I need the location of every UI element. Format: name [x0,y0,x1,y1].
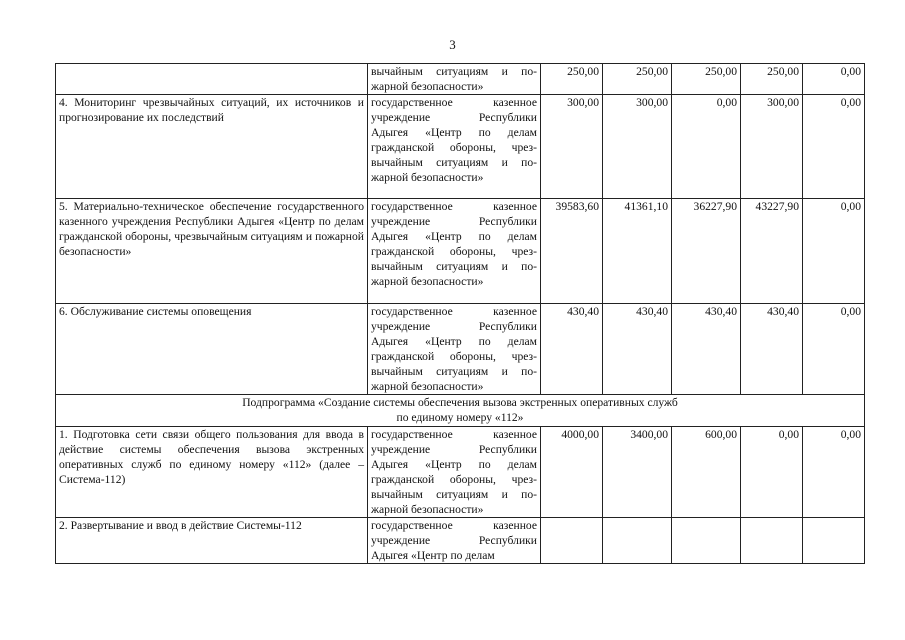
organization-line: учреждение Республики [371,215,537,228]
funding-value-1: 4000,00 [541,427,603,518]
organization-line: государственное казенное [371,519,537,532]
funding-value-2: 430,40 [603,304,672,395]
funding-value-2: 300,00 [603,95,672,199]
organization-line: государственное казенное [371,96,537,109]
subprogram-heading-line: по единому номеру «112» [396,411,524,424]
funding-value-4: 43227,90 [741,199,803,304]
funding-value-5: 0,00 [803,427,865,518]
organization-line: гражданской обороны, чрез- [371,473,537,486]
funding-value-4: 0,00 [741,427,803,518]
table-row [56,64,865,95]
page-number: 3 [449,37,456,52]
subprogram-heading [56,395,865,427]
funding-value-4 [741,518,803,564]
organization-line: учреждение Республики [371,534,537,547]
table-row [56,427,865,518]
funding-value-1: 250,00 [541,64,603,95]
activity-description: 2. Развертывание и ввод в действие Системы-112 [56,518,368,564]
responsible-organization [368,95,541,199]
organization-line: вычайным ситуациям и по- [371,488,537,501]
funding-value-4: 430,40 [741,304,803,395]
organization-line: Адыгея «Центр по делам [371,458,537,471]
organization-line: учреждение Республики [371,443,537,456]
organization-line: гражданской обороны, чрез- [371,350,537,363]
responsible-organization [368,199,541,304]
activity-description: 4. Мониторинг чрезвычайных ситуаций, их источников и прогнозирование их последствий [56,95,368,199]
responsible-organization [368,427,541,518]
funding-value-3 [672,518,741,564]
organization-line: государственное казенное [371,428,537,441]
organization-line: гражданской обороны, чрез- [371,245,537,258]
funding-value-2: 3400,00 [603,427,672,518]
funding-value-5 [803,518,865,564]
organization-line: Адыгея «Центр по делам [371,335,537,348]
activity-description [56,64,368,95]
funding-value-1: 39583,60 [541,199,603,304]
organization-line: учреждение Республики [371,320,537,333]
responsible-organization [368,304,541,395]
organization-line: вычайным ситуациям и по- [371,365,537,378]
organization-line: Адыгея «Центр по делам [371,126,537,139]
organization-line: жарной безопасности» [371,503,484,516]
funding-value-1: 430,40 [541,304,603,395]
funding-value-3: 600,00 [672,427,741,518]
activity-description: 1. Подготовка сети связи общего пользования для ввода в действие системы обеспечения вызова экстренных оперативных служб по единому номеру «112» (далее – Система-112) [56,427,368,518]
funding-value-2 [603,518,672,564]
funding-value-1: 300,00 [541,95,603,199]
funding-value-4: 300,00 [741,95,803,199]
responsible-organization [368,64,541,95]
program-funding-table [55,63,865,564]
funding-value-4: 250,00 [741,64,803,95]
funding-value-5: 0,00 [803,304,865,395]
subprogram-heading-row [56,395,865,427]
funding-value-2: 250,00 [603,64,672,95]
organization-line: жарной безопасности» [371,80,484,93]
activity-description: 5. Материально-техническое обеспечение государственного казенного учреждения Республики Адыгея «Центр по делам гражданской обороны, чрезвычайным ситуациям и пожарной безопасности» [56,199,368,304]
funding-value-3: 250,00 [672,64,741,95]
organization-line: вычайным ситуациям и по- [371,156,537,169]
funding-value-2: 41361,10 [603,199,672,304]
organization-line: жарной безопасности» [371,275,484,288]
funding-value-3: 36227,90 [672,199,741,304]
organization-line: жарной безопасности» [371,171,484,184]
subprogram-heading-line: Подпрограмма «Создание системы обеспечения вызова экстренных оперативных служб [242,396,678,409]
funding-value-5: 0,00 [803,199,865,304]
funding-value-3: 430,40 [672,304,741,395]
funding-value-1 [541,518,603,564]
organization-line: жарной безопасности» [371,380,484,393]
organization-line: учреждение Республики [371,111,537,124]
organization-line: гражданской обороны, чрез- [371,141,537,154]
responsible-organization [368,518,541,564]
table-body [56,64,865,564]
funding-value-3: 0,00 [672,95,741,199]
table-row [56,304,865,395]
organization-line: вычайным ситуациям и по- [371,65,537,78]
table-row [56,95,865,199]
organization-line: государственное казенное [371,200,537,213]
activity-description: 6. Обслуживание системы оповещения [56,304,368,395]
funding-value-5: 0,00 [803,95,865,199]
organization-line: вычайным ситуациям и по- [371,260,537,273]
organization-line: государственное казенное [371,305,537,318]
organization-line: Адыгея «Центр по делам [371,549,495,562]
table-row [56,199,865,304]
funding-value-5: 0,00 [803,64,865,95]
organization-line: Адыгея «Центр по делам [371,230,537,243]
table-row [56,518,865,564]
